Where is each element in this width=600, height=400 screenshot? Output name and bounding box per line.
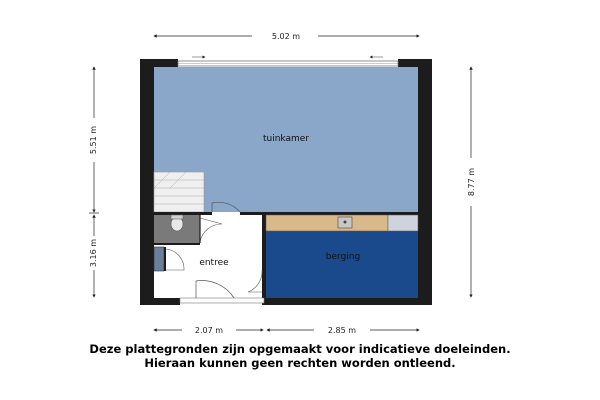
- outer-wall-top-right: [398, 59, 432, 67]
- dimension-left-lower: 3.16 m: [89, 238, 98, 268]
- disclaimer: [0, 342, 600, 370]
- appliance: [388, 215, 418, 231]
- dimension-bottom-left: 2.07 m: [194, 326, 224, 335]
- door-swing: [200, 218, 222, 242]
- door-swing: [166, 249, 184, 270]
- outer-wall-bottom-right: [264, 298, 432, 305]
- interior-wall-vertical: [262, 212, 266, 305]
- dimension-left-upper: 5.51 m: [89, 125, 98, 155]
- room-label-berging: berging: [325, 252, 361, 262]
- disclaimer-line-2: Hieraan kunnen geen rechten worden ontleend.: [144, 356, 456, 370]
- room-label-tuinkamer: tuinkamer: [262, 134, 310, 144]
- room-berging: [266, 231, 418, 298]
- meter-cabinet-wall: [164, 247, 166, 271]
- dimension-right: 8.77 m: [467, 167, 476, 197]
- door-swing: [248, 270, 262, 292]
- outer-wall-right: [418, 59, 432, 305]
- front-door-swing: [196, 281, 234, 298]
- outer-wall-bottom-left: [140, 298, 180, 305]
- disclaimer-line-1: Deze plattegronden zijn opgemaakt voor indicatieve doeleinden.: [89, 342, 511, 356]
- outer-wall-left: [140, 59, 154, 305]
- dimension-bottom-right: 2.85 m: [327, 326, 357, 335]
- outer-wall-top-left: [140, 59, 178, 67]
- stairs: [154, 172, 204, 212]
- interior-wall-horizontal: [240, 212, 418, 215]
- toilet-wall: [154, 243, 200, 245]
- meter-cabinet: [154, 247, 164, 271]
- counter: [266, 215, 388, 231]
- interior-wall-horizontal: [154, 212, 212, 215]
- dimension-top: 5.02 m: [271, 32, 301, 41]
- room-label-entree: entree: [199, 258, 229, 268]
- front-door-step: [180, 298, 264, 303]
